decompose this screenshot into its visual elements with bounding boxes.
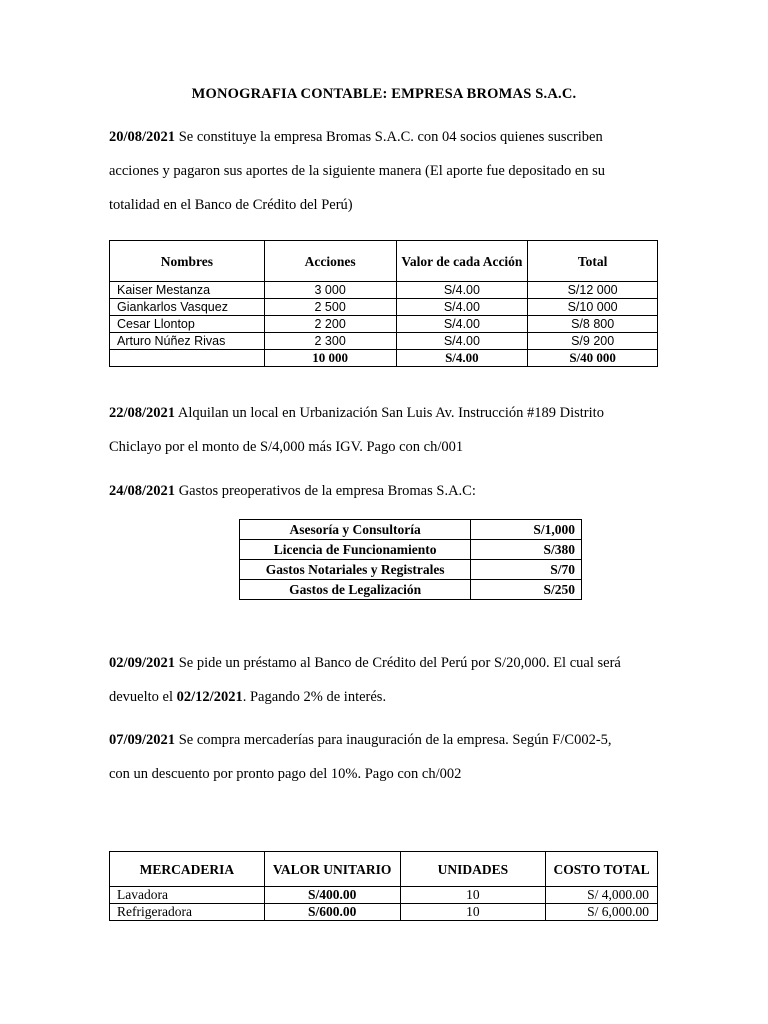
- row-total: S/10 000: [528, 299, 658, 316]
- column-header: VALOR UNITARIO: [264, 852, 400, 887]
- expense-name: Licencia de Funcionamiento: [240, 540, 471, 560]
- expense-amount: S/380: [471, 540, 582, 560]
- shares-table: [109, 240, 658, 367]
- total-value: S/4.00: [396, 350, 528, 367]
- column-header: COSTO TOTAL: [546, 852, 658, 887]
- table-row: [110, 316, 658, 333]
- entry-date: 02/09/2021: [109, 655, 176, 671]
- table-row: [240, 520, 582, 540]
- repayment-date: 02/12/2021: [176, 689, 243, 705]
- item-name: Lavadora: [110, 887, 265, 904]
- entry-expenses: [109, 474, 669, 508]
- table-row: [240, 560, 582, 580]
- entry-date: 20/08/2021: [109, 129, 176, 145]
- entry-text: . Pagando 2% de interés.: [242, 689, 387, 705]
- row-total: S/9 200: [528, 333, 658, 350]
- expense-amount: S/250: [471, 580, 582, 600]
- entry-text: Alquilan un local en Urbanización San Luis Av. Instrucción #189 Distrito: [175, 405, 604, 421]
- total-cost: S/ 4,000.00: [546, 887, 658, 904]
- table-header-row: [110, 852, 658, 887]
- table-row: [110, 333, 658, 350]
- table-row: [110, 887, 658, 904]
- document-title: MONOGRAFIA CONTABLE: EMPRESA BROMAS S.A.C.: [191, 86, 577, 102]
- goods-table: [109, 851, 658, 921]
- units: 10: [400, 887, 546, 904]
- totals-row: [110, 350, 658, 367]
- column-header: MERCADERIA: [110, 852, 265, 887]
- entry-date: 24/08/2021: [109, 483, 176, 499]
- expense-name: Asesoría y Consultoría: [240, 520, 471, 540]
- shares-count: 2 300: [264, 333, 396, 350]
- entry-text: acciones y pagaron sus aportes de la siguiente manera (El aporte fue depositado en su: [109, 163, 606, 179]
- units: 10: [400, 904, 546, 921]
- total-shares: 10 000: [264, 350, 396, 367]
- entry-rent: [109, 396, 669, 464]
- item-name: Refrigeradora: [110, 904, 265, 921]
- entry-text: Se compra mercaderías para inauguración de la empresa. Según F/C002-5,: [175, 732, 612, 748]
- column-header: Nombres: [110, 241, 265, 282]
- partner-name: Giankarlos Vasquez: [110, 299, 265, 316]
- share-value: S/4.00: [396, 333, 528, 350]
- shares-count: 3 000: [264, 282, 396, 299]
- shares-count: 2 500: [264, 299, 396, 316]
- column-header: Valor de cada Acción: [396, 241, 528, 282]
- table-header-row: [110, 241, 658, 282]
- expense-amount: S/70: [471, 560, 582, 580]
- table-row: [240, 580, 582, 600]
- partner-name: Cesar Llontop: [110, 316, 265, 333]
- entry-text: Se pide un préstamo al Banco de Crédito del Perú por S/20,000. El cual será: [175, 655, 621, 671]
- entry-date: 07/09/2021: [109, 732, 176, 748]
- table-row: [110, 282, 658, 299]
- table-row: [110, 904, 658, 921]
- entry-text: Gastos preoperativos de la empresa Bromas S.A.C:: [175, 483, 476, 499]
- share-value: S/4.00: [396, 282, 528, 299]
- entry-merchandise: [109, 723, 669, 791]
- row-total: S/8 800: [528, 316, 658, 333]
- entry-text: con un descuento por pronto pago del 10%. Pago con ch/002: [109, 766, 462, 782]
- column-header: Acciones: [264, 241, 396, 282]
- column-header: UNIDADES: [400, 852, 546, 887]
- unit-value: S/400.00: [264, 887, 400, 904]
- expense-name: Gastos de Legalización: [240, 580, 471, 600]
- expense-name: Gastos Notariales y Registrales: [240, 560, 471, 580]
- partner-name: Kaiser Mestanza: [110, 282, 265, 299]
- share-value: S/4.00: [396, 316, 528, 333]
- share-value: S/4.00: [396, 299, 528, 316]
- entry-date: 22/08/2021: [109, 405, 176, 421]
- grand-total: S/40 000: [528, 350, 658, 367]
- expense-amount: S/1,000: [471, 520, 582, 540]
- shares-count: 2 200: [264, 316, 396, 333]
- total-cost: S/ 6,000.00: [546, 904, 658, 921]
- table-row: [240, 540, 582, 560]
- entry-text: Chiclayo por el monto de S/4,000 más IGV. Pago con ch/001: [109, 439, 464, 455]
- row-total: S/12 000: [528, 282, 658, 299]
- partner-name: Arturo Núñez Rivas: [110, 333, 265, 350]
- entry-loan: [109, 646, 669, 714]
- table-row: [110, 299, 658, 316]
- column-header: Total: [528, 241, 658, 282]
- unit-value: S/600.00: [264, 904, 400, 921]
- entry-text: totalidad en el Banco de Crédito del Perú): [109, 197, 353, 213]
- entry-text: devuelto el: [109, 689, 177, 705]
- entry-text: Se constituye la empresa Bromas S.A.C. con 04 socios quienes suscriben: [175, 129, 603, 145]
- expenses-table: [239, 519, 582, 600]
- empty-cell: [110, 350, 265, 367]
- entry-constitution: [109, 120, 669, 222]
